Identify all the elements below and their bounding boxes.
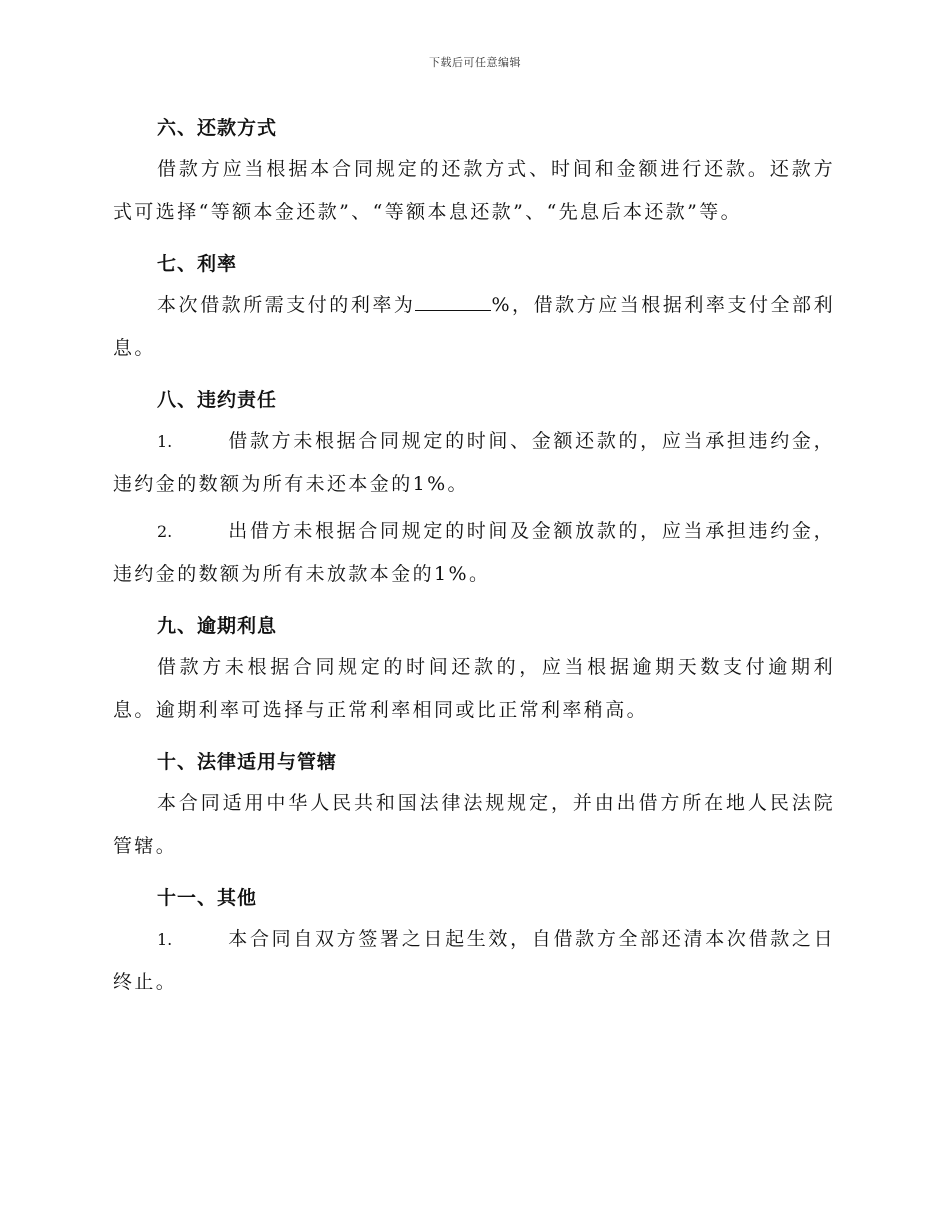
repayment-paragraph: 借款方应当根据本合同规定的还款方式、时间和金额进行还款。还款方式可选择“等额本金还款”、“等额本息还款”、“先息后本还款”等。	[113, 158, 835, 223]
liability-item-2	[113, 510, 835, 596]
interest-rate-text-after: %，借款方应当根据利率支付全部利息。	[113, 294, 835, 359]
item-text: 出借方未根据合同规定的时间及金额放款的，应当承担违约金，违约金的数额为所有未放款本金的1%。	[113, 520, 835, 585]
section-heading-interest-rate: 七、利率	[157, 253, 238, 275]
item-number: 2.	[157, 522, 173, 541]
document-body	[113, 108, 835, 1008]
section-heading-overdue-interest: 九、逾期利息	[157, 615, 278, 637]
section-heading-liability: 八、违约责任	[157, 389, 278, 411]
section-heading-other: 十一、其他	[157, 887, 258, 909]
item-number: 1.	[157, 432, 173, 451]
interest-rate-text-before: 本次借款所需支付的利率为	[157, 294, 416, 316]
other-item-1	[113, 918, 835, 1004]
overdue-interest-paragraph: 借款方未根据合同规定的时间还款的，应当根据逾期天数支付逾期利息。逾期利率可选择与正常利率相同或比正常利率稍高。	[113, 656, 835, 721]
liability-item-1	[113, 420, 835, 506]
interest-rate-paragraph	[113, 284, 835, 370]
interest-rate-blank[interactable]	[415, 292, 491, 311]
item-text: 本合同自双方签署之日起生效，自借款方全部还清本次借款之日终止。	[113, 928, 835, 993]
item-text: 借款方未根据合同规定的时间、金额还款的，应当承担违约金，违约金的数额为所有未还本金的1%。	[113, 430, 835, 495]
page-header: 下载后可任意编辑	[429, 56, 521, 69]
section-heading-jurisdiction: 十、法律适用与管辖	[157, 751, 338, 773]
item-number: 1.	[157, 930, 173, 949]
section-heading-repayment: 六、还款方式	[157, 117, 278, 139]
jurisdiction-paragraph: 本合同适用中华人民共和国法律法规规定，并由出借方所在地人民法院管辖。	[113, 792, 835, 857]
